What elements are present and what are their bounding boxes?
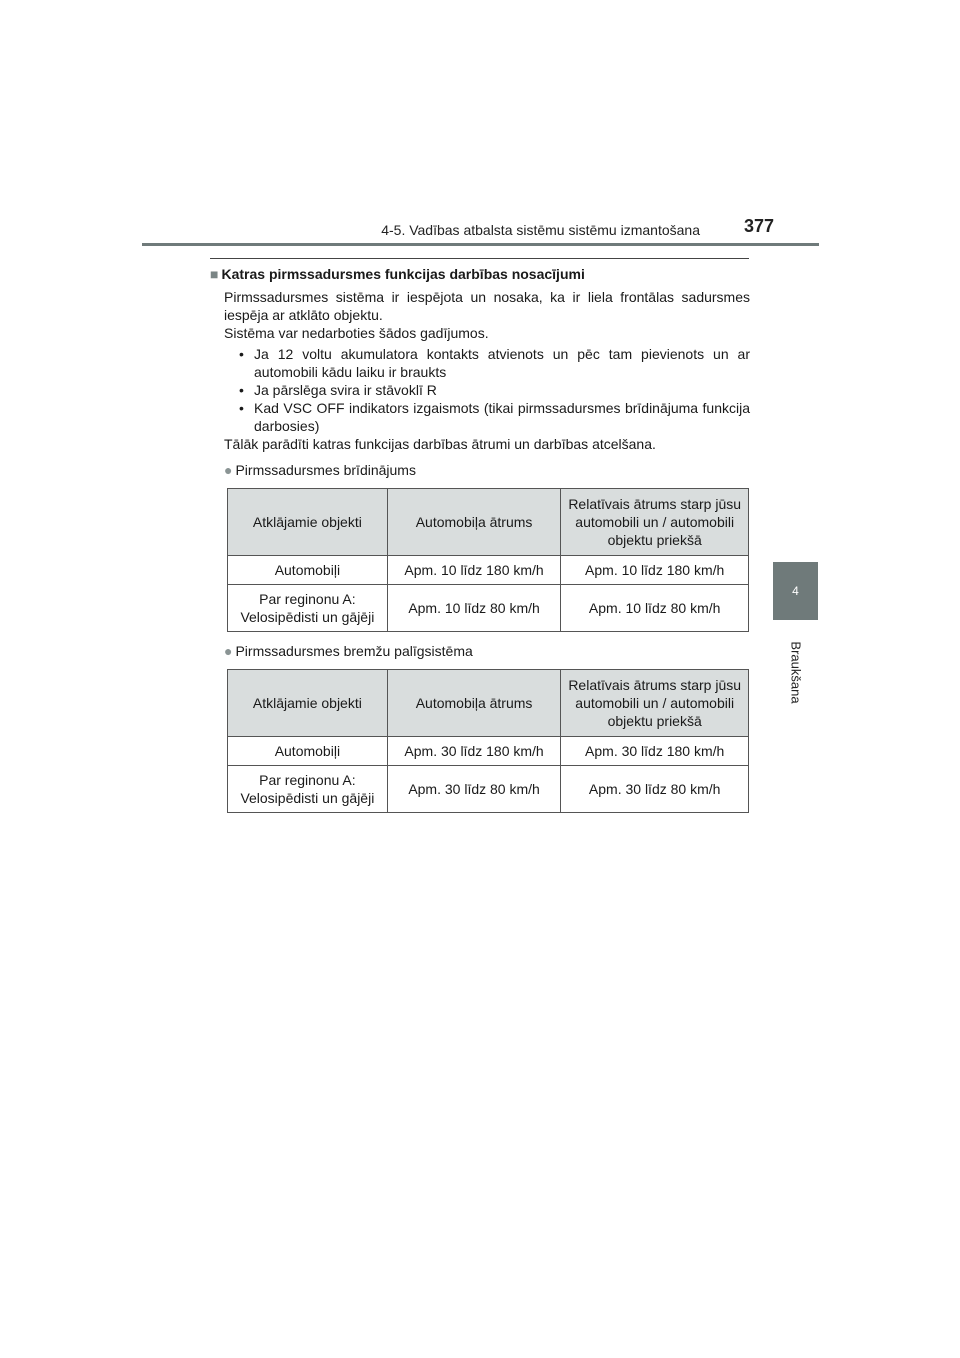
section-heading	[210, 265, 750, 283]
table-header-cell: Relatīvais ātrums starp jūsu automobili un / automobili objektu priekšā	[561, 489, 749, 556]
table-cell: Apm. 10 līdz 80 km/h	[387, 585, 561, 632]
chapter-label: Braukšana	[788, 641, 804, 704]
table-cell: Par reginonu A: Velosipēdisti un gājēji	[228, 585, 388, 632]
page-content	[210, 265, 750, 813]
after-paragraph: Tālāk parādīti katras funkcijas darbības ātrumi un darbības atcelšana.	[224, 436, 656, 452]
table-header-cell: Relatīvais ātrums starp jūsu automobili un / automobili objektu priekšā	[561, 670, 749, 737]
table-header-cell: Atklājamie objekti	[228, 670, 388, 737]
table-cell: Automobiļi	[228, 737, 388, 766]
circle-bullet-icon: ●	[224, 643, 233, 659]
table-cell: Apm. 10 līdz 180 km/h	[387, 556, 561, 585]
table-row	[228, 766, 749, 813]
table-header-row	[228, 489, 749, 556]
header-title: 4-5. Vadības atbalsta sistēmu sistēmu izmantošana	[381, 222, 700, 238]
conditions-list	[210, 345, 750, 435]
chapter-number: 4	[792, 584, 799, 598]
circle-bullet-icon: ●	[224, 462, 233, 478]
intro-paragraph-2: Sistēma var nedarboties šādos gadījumos.	[224, 325, 489, 341]
table-cell: Apm. 30 līdz 180 km/h	[387, 737, 561, 766]
table-row	[228, 556, 749, 585]
table-cell: Apm. 30 līdz 80 km/h	[387, 766, 561, 813]
page-number: 377	[743, 216, 774, 236]
table-header-cell: Automobiļa ātrums	[387, 670, 561, 737]
table-row	[228, 737, 749, 766]
table-cell: Apm. 30 līdz 80 km/h	[561, 766, 749, 813]
section-heading-text: Katras pirmssadursmes funkcijas darbības nosacījumi	[221, 266, 585, 282]
warning-speed-table	[227, 488, 749, 632]
table-header-cell: Automobiļa ātrums	[387, 489, 561, 556]
table-cell: Apm. 30 līdz 180 km/h	[561, 737, 749, 766]
square-bullet-icon: ■	[210, 266, 219, 282]
header-rule	[142, 243, 819, 246]
list-item: • Ja pārslēga svira ir stāvoklī R	[238, 381, 750, 399]
table-header-row	[228, 670, 749, 737]
table-header-cell: Atklājamie objekti	[228, 489, 388, 556]
table-cell: Apm. 10 līdz 180 km/h	[561, 556, 749, 585]
intro-paragraph: Pirmssadursmes sistēma ir iespējota un nosaka, ka ir liela frontālas sadursmes iespēja ar atklāto objektu.	[224, 289, 750, 323]
table-cell: Par reginonu A: Velosipēdisti un gājēji	[228, 766, 388, 813]
brake-assist-speed-table	[227, 669, 749, 813]
table-title-warning: ● Pirmssadursmes brīdinājums	[224, 462, 416, 478]
section-rule	[210, 258, 749, 259]
chapter-tab[interactable]	[773, 562, 818, 620]
table-cell: Apm. 10 līdz 80 km/h	[561, 585, 749, 632]
table-row	[228, 585, 749, 632]
list-item: • Kad VSC OFF indikators izgaismots (tikai pirmssadursmes brīdinājuma funkcija darbosies)	[238, 399, 750, 435]
table-title-brake-assist: ● Pirmssadursmes bremžu palīgsistēma	[224, 643, 473, 659]
table-cell: Automobiļi	[228, 556, 388, 585]
list-item: • Ja 12 voltu akumulatora kontakts atvienots un pēc tam pievienots un ar automobili kādu laiku ir braukts	[238, 345, 750, 381]
